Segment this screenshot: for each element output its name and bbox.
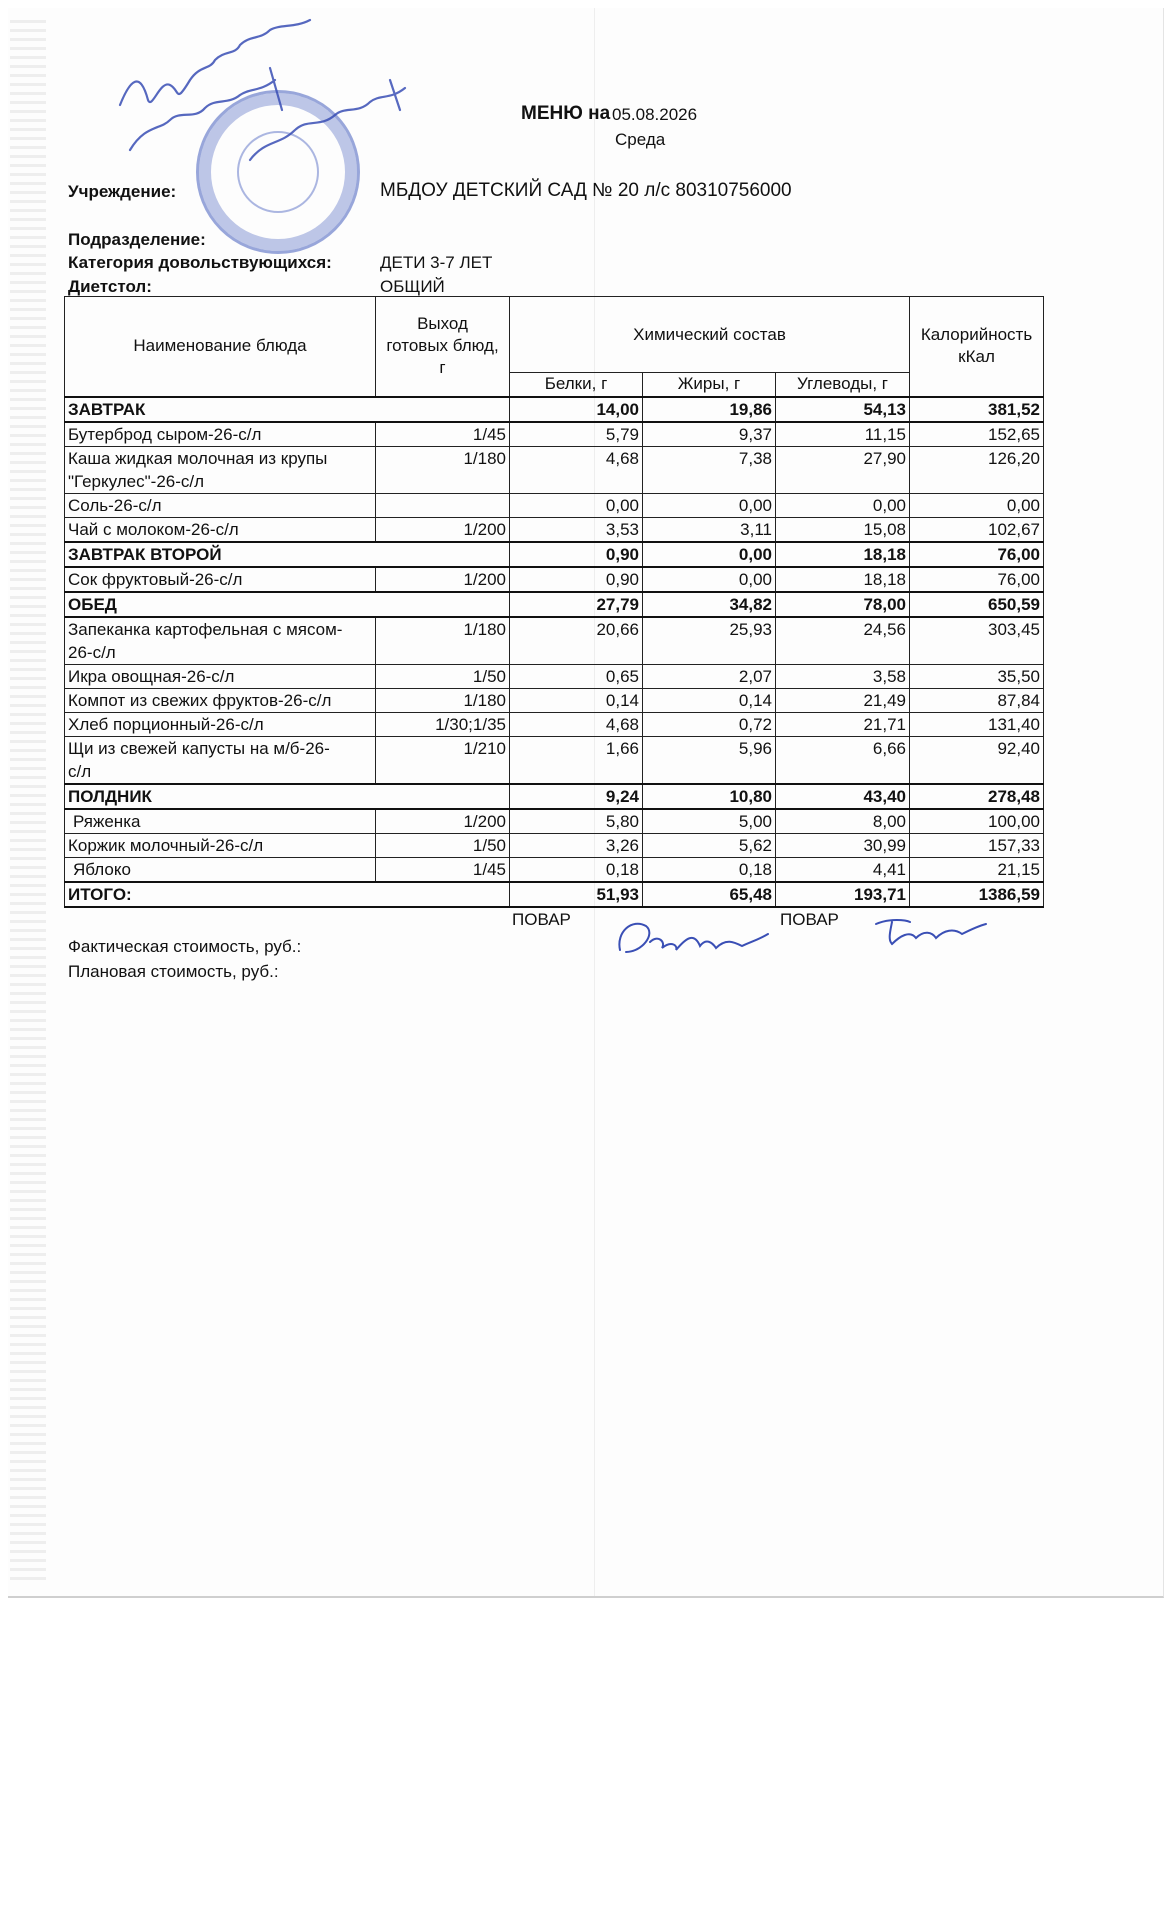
menu-table bbox=[64, 296, 1044, 908]
dish-name: Хлеб порционный-26-с/л bbox=[65, 712, 376, 736]
dish-protein: 0,65 bbox=[510, 664, 643, 688]
dish-protein: 0,14 bbox=[510, 688, 643, 712]
dish-name: Коржик молочный-26-с/л bbox=[65, 833, 376, 857]
section-name: ЗАВТРАК ВТОРОЙ bbox=[65, 542, 510, 567]
dish-name: Ряженка bbox=[65, 809, 376, 834]
dish-fat: 2,07 bbox=[643, 664, 776, 688]
section-carbs: 18,18 bbox=[776, 542, 910, 567]
total-fat: 65,48 bbox=[643, 882, 776, 907]
section-name: ОБЕД bbox=[65, 592, 510, 617]
dish-fat: 0,14 bbox=[643, 688, 776, 712]
total-label: ИТОГО: bbox=[65, 882, 510, 907]
dish-name: Запеканка картофельная с мясом- 26-с/л bbox=[65, 617, 376, 665]
table-row bbox=[65, 617, 1044, 665]
yield-header: Выход готовых блюд, г bbox=[376, 297, 510, 397]
category-value: ДЕТИ 3-7 ЛЕТ bbox=[380, 253, 493, 272]
cook-signature-1 bbox=[612, 912, 772, 962]
dish-yield: 1/50 bbox=[376, 833, 510, 857]
section-protein: 0,90 bbox=[510, 542, 643, 567]
section-fat: 10,80 bbox=[643, 784, 776, 809]
dish-name-header: Наименование блюда bbox=[65, 297, 376, 397]
table-row bbox=[65, 688, 1044, 712]
dish-carbs: 4,41 bbox=[776, 857, 910, 882]
dish-protein: 4,68 bbox=[510, 446, 643, 493]
dish-protein: 1,66 bbox=[510, 736, 643, 784]
dish-yield: 1/200 bbox=[376, 517, 510, 542]
dish-fat: 5,62 bbox=[643, 833, 776, 857]
dish-name: Яблоко bbox=[65, 857, 376, 882]
section-calories: 381,52 bbox=[910, 397, 1044, 422]
dish-calories: 0,00 bbox=[910, 493, 1044, 517]
dish-protein: 5,80 bbox=[510, 809, 643, 834]
dish-fat: 3,11 bbox=[643, 517, 776, 542]
dish-fat: 0,00 bbox=[643, 567, 776, 592]
dish-fat: 7,38 bbox=[643, 446, 776, 493]
table-row bbox=[65, 833, 1044, 857]
category-label: Категория довольствующихся: bbox=[68, 253, 332, 272]
protein-header: Белки, г bbox=[510, 373, 643, 397]
section-protein: 27,79 bbox=[510, 592, 643, 617]
section-carbs: 43,40 bbox=[776, 784, 910, 809]
dish-carbs: 6,66 bbox=[776, 736, 910, 784]
dish-protein: 5,79 bbox=[510, 422, 643, 447]
institution-label: Учреждение: bbox=[68, 182, 177, 201]
section-calories: 650,59 bbox=[910, 592, 1044, 617]
section-row-lunch bbox=[65, 592, 1044, 617]
chem-composition-header: Химический состав bbox=[510, 297, 910, 373]
dish-fat: 5,96 bbox=[643, 736, 776, 784]
dish-protein: 20,66 bbox=[510, 617, 643, 665]
cook-signature-2 bbox=[870, 912, 990, 952]
dish-calories: 76,00 bbox=[910, 567, 1044, 592]
actual-cost-label: Фактическая стоимость, руб.: bbox=[68, 937, 302, 956]
dish-fat: 5,00 bbox=[643, 809, 776, 834]
section-row-breakfast2 bbox=[65, 542, 1044, 567]
total-protein: 51,93 bbox=[510, 882, 643, 907]
dish-yield: 1/210 bbox=[376, 736, 510, 784]
dish-name: Щи из свежей капусты на м/б-26- с/л bbox=[65, 736, 376, 784]
table-row bbox=[65, 517, 1044, 542]
section-row-breakfast bbox=[65, 397, 1044, 422]
dish-calories: 126,20 bbox=[910, 446, 1044, 493]
total-row bbox=[65, 882, 1044, 907]
section-carbs: 78,00 bbox=[776, 592, 910, 617]
section-fat: 0,00 bbox=[643, 542, 776, 567]
dish-yield: 1/50 bbox=[376, 664, 510, 688]
fat-header: Жиры, г bbox=[643, 373, 776, 397]
dish-carbs: 15,08 bbox=[776, 517, 910, 542]
dish-fat: 0,72 bbox=[643, 712, 776, 736]
dish-fat: 25,93 bbox=[643, 617, 776, 665]
dish-calories: 92,40 bbox=[910, 736, 1044, 784]
dish-calories: 100,00 bbox=[910, 809, 1044, 834]
table-row bbox=[65, 712, 1044, 736]
dish-name: Каша жидкая молочная из крупы "Геркулес"-26-с/л bbox=[65, 446, 376, 493]
table-row bbox=[65, 664, 1044, 688]
dish-name: Чай с молоком-26-с/л bbox=[65, 517, 376, 542]
dish-protein: 4,68 bbox=[510, 712, 643, 736]
carbs-header: Углеводы, г bbox=[776, 373, 910, 397]
dish-calories: 157,33 bbox=[910, 833, 1044, 857]
planned-cost-label: Плановая стоимость, руб.: bbox=[68, 962, 279, 981]
table-row bbox=[65, 422, 1044, 447]
diet-label: Диетстол: bbox=[68, 277, 152, 296]
dish-carbs: 24,56 bbox=[776, 617, 910, 665]
section-protein: 9,24 bbox=[510, 784, 643, 809]
table-row bbox=[65, 857, 1044, 882]
dish-yield: 1/30;1/35 bbox=[376, 712, 510, 736]
scan-edge-artifact bbox=[10, 20, 46, 1580]
dish-calories: 87,84 bbox=[910, 688, 1044, 712]
dish-yield: 1/45 bbox=[376, 857, 510, 882]
dish-calories: 152,65 bbox=[910, 422, 1044, 447]
dish-name: Сок фруктовый-26-с/л bbox=[65, 567, 376, 592]
table-row bbox=[65, 809, 1044, 834]
diet-value: ОБЩИЙ bbox=[380, 277, 445, 296]
dish-calories: 303,45 bbox=[910, 617, 1044, 665]
section-name: ЗАВТРАК bbox=[65, 397, 510, 422]
dish-carbs: 30,99 bbox=[776, 833, 910, 857]
dish-yield: 1/180 bbox=[376, 688, 510, 712]
dish-carbs: 11,15 bbox=[776, 422, 910, 447]
section-protein: 14,00 bbox=[510, 397, 643, 422]
table-row bbox=[65, 736, 1044, 784]
section-fat: 34,82 bbox=[643, 592, 776, 617]
dish-protein: 3,53 bbox=[510, 517, 643, 542]
dish-yield bbox=[376, 493, 510, 517]
dish-carbs: 27,90 bbox=[776, 446, 910, 493]
cook-label-2: ПОВАР bbox=[780, 910, 839, 929]
calorie-header: Калорийность кКал bbox=[910, 297, 1044, 397]
dish-yield: 1/45 bbox=[376, 422, 510, 447]
dish-name: Икра овощная-26-с/л bbox=[65, 664, 376, 688]
table-row bbox=[65, 567, 1044, 592]
dish-carbs: 0,00 bbox=[776, 493, 910, 517]
dish-yield: 1/180 bbox=[376, 617, 510, 665]
dish-name: Бутерброд сыром-26-с/л bbox=[65, 422, 376, 447]
dish-calories: 35,50 bbox=[910, 664, 1044, 688]
menu-title: МЕНЮ на bbox=[521, 103, 611, 124]
table-row bbox=[65, 446, 1044, 493]
dish-carbs: 8,00 bbox=[776, 809, 910, 834]
menu-date: 05.08.2026 bbox=[612, 105, 698, 124]
total-carbs: 193,71 bbox=[776, 882, 910, 907]
dish-fat: 0,18 bbox=[643, 857, 776, 882]
dish-protein: 0,00 bbox=[510, 493, 643, 517]
dish-carbs: 18,18 bbox=[776, 567, 910, 592]
dish-yield: 1/180 bbox=[376, 446, 510, 493]
table-row bbox=[65, 493, 1044, 517]
weekday: Среда bbox=[615, 130, 666, 149]
dish-carbs: 21,49 bbox=[776, 688, 910, 712]
section-name: ПОЛДНИК bbox=[65, 784, 510, 809]
section-calories: 278,48 bbox=[910, 784, 1044, 809]
section-fat: 19,86 bbox=[643, 397, 776, 422]
dish-carbs: 3,58 bbox=[776, 664, 910, 688]
dish-calories: 131,40 bbox=[910, 712, 1044, 736]
dish-name: Компот из свежих фруктов-26-с/л bbox=[65, 688, 376, 712]
dish-calories: 21,15 bbox=[910, 857, 1044, 882]
header-row-top bbox=[65, 297, 1044, 373]
dish-protein: 0,18 bbox=[510, 857, 643, 882]
section-calories: 76,00 bbox=[910, 542, 1044, 567]
institution-value: МБДОУ ДЕТСКИЙ САД № 20 л/с 80310756000 bbox=[380, 180, 792, 201]
dish-protein: 3,26 bbox=[510, 833, 643, 857]
dish-carbs: 21,71 bbox=[776, 712, 910, 736]
section-carbs: 54,13 bbox=[776, 397, 910, 422]
cook-label-1: ПОВАР bbox=[512, 910, 571, 929]
dish-calories: 102,67 bbox=[910, 517, 1044, 542]
section-row-snack bbox=[65, 784, 1044, 809]
dish-yield: 1/200 bbox=[376, 809, 510, 834]
dish-fat: 9,37 bbox=[643, 422, 776, 447]
division-label: Подразделение: bbox=[68, 230, 206, 249]
dish-yield: 1/200 bbox=[376, 567, 510, 592]
total-calories: 1386,59 bbox=[910, 882, 1044, 907]
dish-name: Соль-26-с/л bbox=[65, 493, 376, 517]
dish-fat: 0,00 bbox=[643, 493, 776, 517]
dish-protein: 0,90 bbox=[510, 567, 643, 592]
